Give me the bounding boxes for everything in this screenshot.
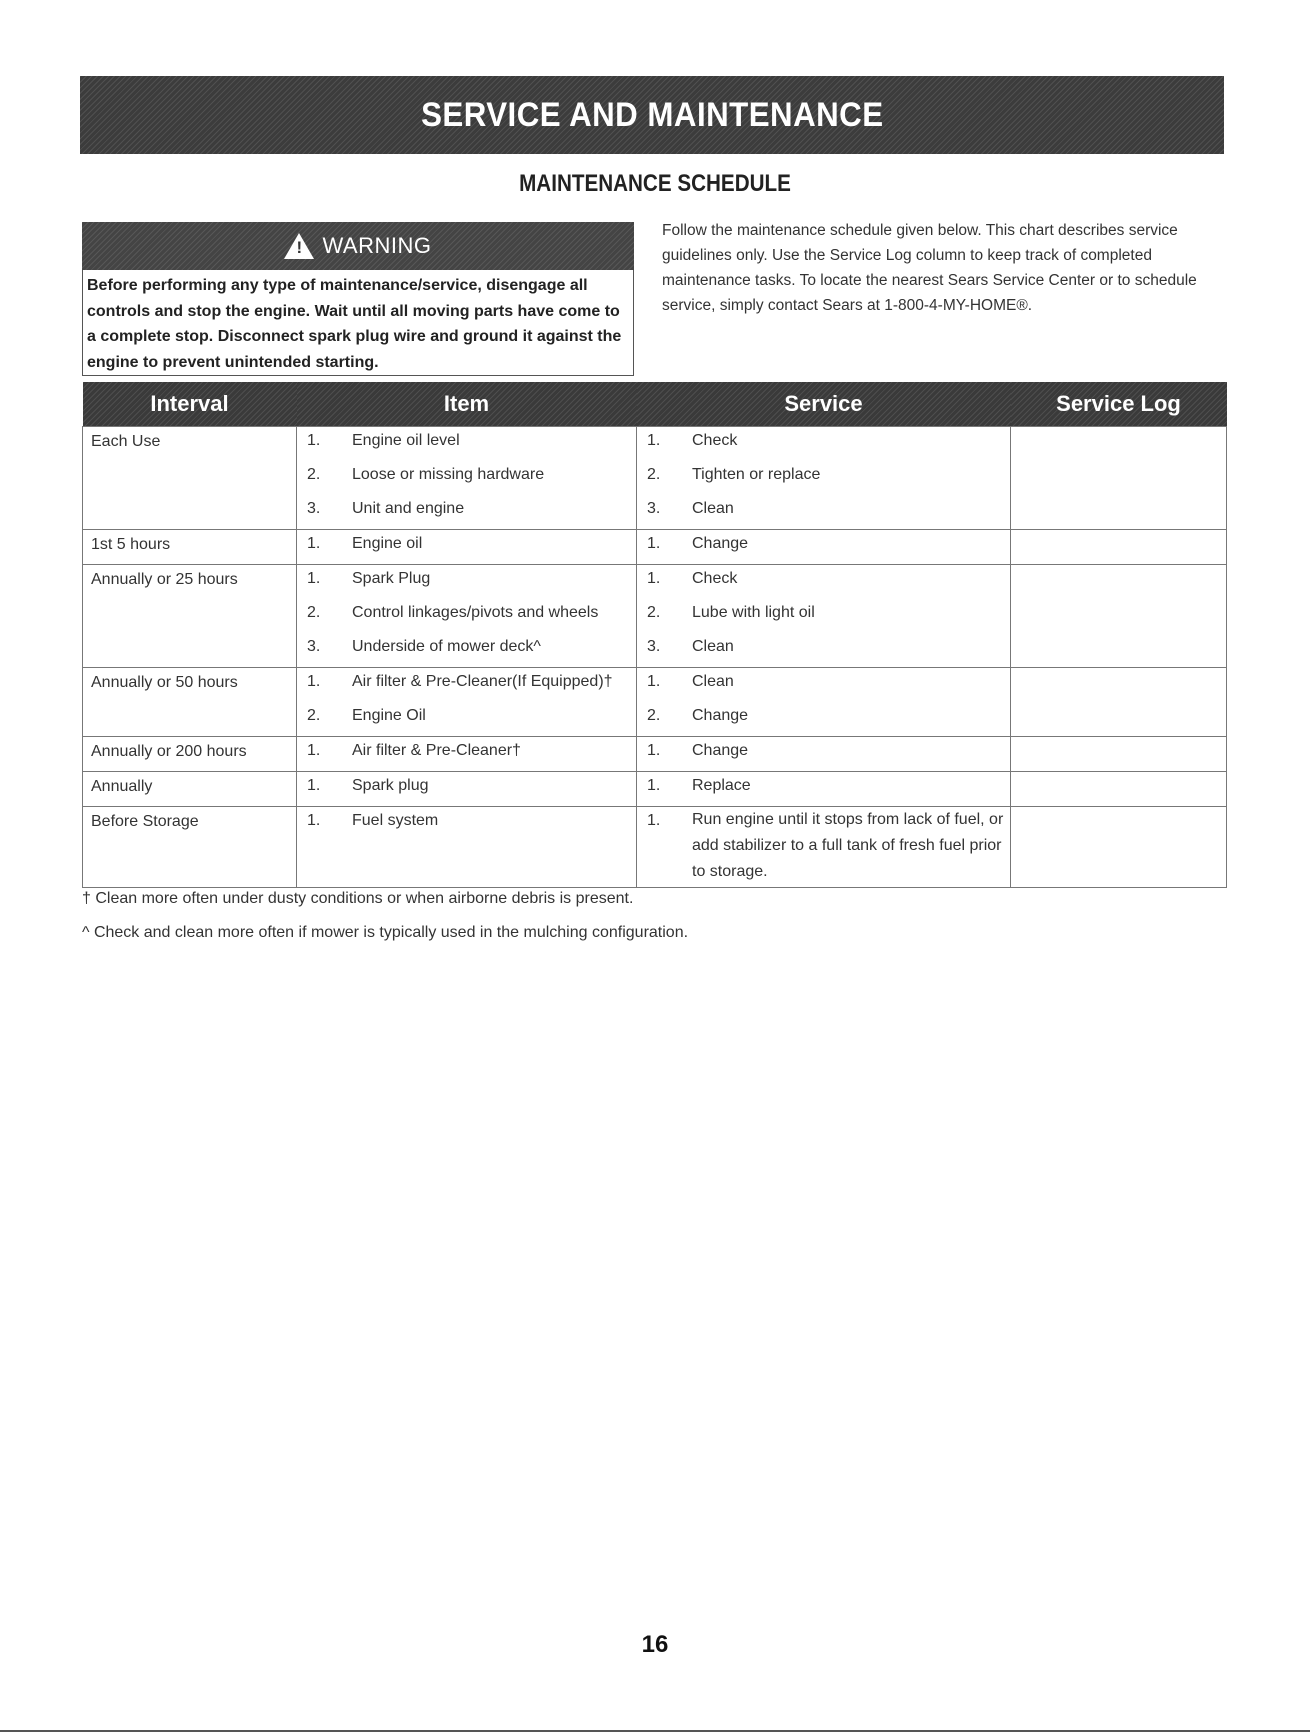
item-text: Engine oil: [352, 535, 423, 552]
item-cell: [297, 807, 637, 888]
service-line: [637, 772, 1010, 806]
table-row: [83, 427, 1227, 530]
interval-cell: Annually: [83, 772, 297, 807]
service-cell: [637, 565, 1011, 668]
service-log-cell: [1011, 807, 1227, 888]
warning-title: WARNING: [322, 233, 432, 258]
item-cell: [297, 530, 637, 565]
service-text: Change: [692, 535, 749, 552]
line-number: 2.: [647, 604, 661, 621]
line-number: 3.: [307, 500, 321, 517]
item-cell: [297, 737, 637, 772]
item-cell: [297, 668, 637, 737]
service-line: [637, 599, 1010, 633]
item-text: Spark plug: [352, 777, 429, 794]
table-row: [83, 530, 1227, 565]
interval-cell: Before Storage: [83, 807, 297, 888]
line-number: 2.: [307, 707, 321, 724]
service-line: [637, 565, 1010, 599]
line-number: 1.: [307, 777, 321, 794]
service-text: Clean: [692, 673, 734, 690]
warning-header: [82, 222, 634, 270]
service-text: Check: [692, 432, 738, 449]
section-banner: [80, 76, 1224, 154]
line-number: 1.: [647, 812, 661, 829]
page-subtitle: MAINTENANCE SCHEDULE: [519, 170, 791, 197]
item-text: Underside of mower deck^: [352, 638, 541, 655]
service-line: [637, 461, 1010, 495]
service-text: Run engine until it stops from lack of fuel, or add stabilizer to a full tank of fresh fuel prior to storage.: [692, 811, 1004, 880]
service-cell: [637, 668, 1011, 737]
service-cell: [637, 737, 1011, 772]
item-text: Engine oil level: [352, 432, 460, 449]
item-text: Unit and engine: [352, 500, 465, 517]
bottom-rule: [0, 1730, 1310, 1732]
interval-cell: 1st 5 hours: [83, 530, 297, 565]
service-line: [637, 807, 1010, 887]
service-text: Clean: [692, 500, 734, 517]
service-log-cell: [1011, 530, 1227, 565]
item-text: Fuel system: [352, 812, 439, 829]
service-cell: [637, 427, 1011, 530]
line-number: 1.: [307, 742, 321, 759]
item-line: [297, 461, 636, 495]
line-number: 1.: [307, 535, 321, 552]
service-text: Change: [692, 742, 749, 759]
column-header: Interval: [83, 382, 297, 427]
service-line: [637, 633, 1010, 667]
line-number: 1.: [647, 570, 661, 587]
item-line: [297, 565, 636, 599]
service-line: [637, 427, 1010, 461]
service-text: Tighten or replace: [692, 466, 821, 483]
item-line: [297, 807, 636, 841]
warning-text: Before performing any type of maintenance/service, disengage all controls and stop the engine. Wait until all moving parts have come to a complete stop. Disconnect spark plug wire and ground it against the engine to prevent unintended starting.: [82, 270, 634, 376]
line-number: 1.: [647, 535, 661, 552]
warning-box: [82, 222, 634, 376]
section-title: SERVICE AND MAINTENANCE: [420, 95, 884, 134]
service-line: [637, 737, 1010, 771]
page-number: 16: [641, 1631, 669, 1658]
line-number: 2.: [647, 707, 661, 724]
item-line: [297, 495, 636, 529]
item-text: Engine Oil: [352, 707, 426, 724]
item-line: [297, 427, 636, 461]
footnote: † Clean more often under dusty conditions or when airborne debris is present.: [82, 890, 634, 907]
table-row: [83, 807, 1227, 888]
line-number: 1.: [307, 570, 321, 587]
line-number: 3.: [647, 500, 661, 517]
line-number: 2.: [647, 466, 661, 483]
item-line: [297, 772, 636, 806]
item-line: [297, 737, 636, 771]
interval-cell: Annually or 25 hours: [83, 565, 297, 668]
line-number: 1.: [307, 673, 321, 690]
table-row: [83, 668, 1227, 737]
item-line: [297, 599, 636, 633]
service-text: Change: [692, 707, 749, 724]
service-text: Replace: [692, 777, 751, 794]
line-number: 2.: [307, 604, 321, 621]
service-line: [637, 530, 1010, 564]
item-text: Loose or missing hardware: [352, 466, 545, 483]
interval-cell: Each Use: [83, 427, 297, 530]
item-cell: [297, 772, 637, 807]
item-text: Control linkages/pivots and wheels: [352, 604, 599, 621]
line-number: 1.: [647, 432, 661, 449]
item-line: [297, 530, 636, 564]
interval-cell: Annually or 200 hours: [83, 737, 297, 772]
table-row: [83, 772, 1227, 807]
service-log-cell: [1011, 737, 1227, 772]
service-text: Clean: [692, 638, 734, 655]
line-number: 2.: [307, 466, 321, 483]
service-log-cell: [1011, 427, 1227, 530]
table-row: [83, 565, 1227, 668]
service-line: [637, 495, 1010, 529]
line-number: 3.: [647, 638, 661, 655]
item-line: [297, 633, 636, 667]
service-cell: [637, 772, 1011, 807]
item-line: [297, 668, 636, 702]
service-cell: [637, 530, 1011, 565]
line-number: 3.: [307, 638, 321, 655]
interval-cell: Annually or 50 hours: [83, 668, 297, 737]
warning-triangle-icon: [284, 233, 314, 259]
item-cell: [297, 565, 637, 668]
intro-paragraph: Follow the maintenance schedule given below. This chart describes service guidelines only. Use the Service Log column to keep track of completed maintenance tasks. To locate the nearest Sears Service Center or to schedule service, simply contact Sears at 1-800-4-MY-HOME®.: [662, 222, 1197, 314]
footnotes: [82, 882, 1222, 950]
column-header: Service: [637, 382, 1011, 427]
line-number: 1.: [307, 432, 321, 449]
service-text: Lube with light oil: [692, 604, 815, 621]
line-number: 1.: [647, 673, 661, 690]
maintenance-table: [82, 382, 1227, 888]
table-header-row: [83, 382, 1227, 427]
item-text: Spark Plug: [352, 570, 431, 587]
service-line: [637, 702, 1010, 736]
column-header: Service Log: [1011, 382, 1227, 427]
table-row: [83, 737, 1227, 772]
column-header: Item: [297, 382, 637, 427]
service-log-cell: [1011, 668, 1227, 737]
footnote: ^ Check and clean more often if mower is typically used in the mulching configuration.: [82, 924, 689, 941]
line-number: 1.: [307, 812, 321, 829]
service-log-cell: [1011, 565, 1227, 668]
line-number: 1.: [647, 777, 661, 794]
line-number: 1.: [647, 742, 661, 759]
service-line: [637, 668, 1010, 702]
item-text: Air filter & Pre-Cleaner†: [352, 742, 521, 759]
item-text: Air filter & Pre-Cleaner(If Equipped)†: [352, 673, 613, 690]
service-log-cell: [1011, 772, 1227, 807]
service-text: Check: [692, 570, 738, 587]
item-cell: [297, 427, 637, 530]
service-cell: [637, 807, 1011, 888]
item-line: [297, 702, 636, 736]
